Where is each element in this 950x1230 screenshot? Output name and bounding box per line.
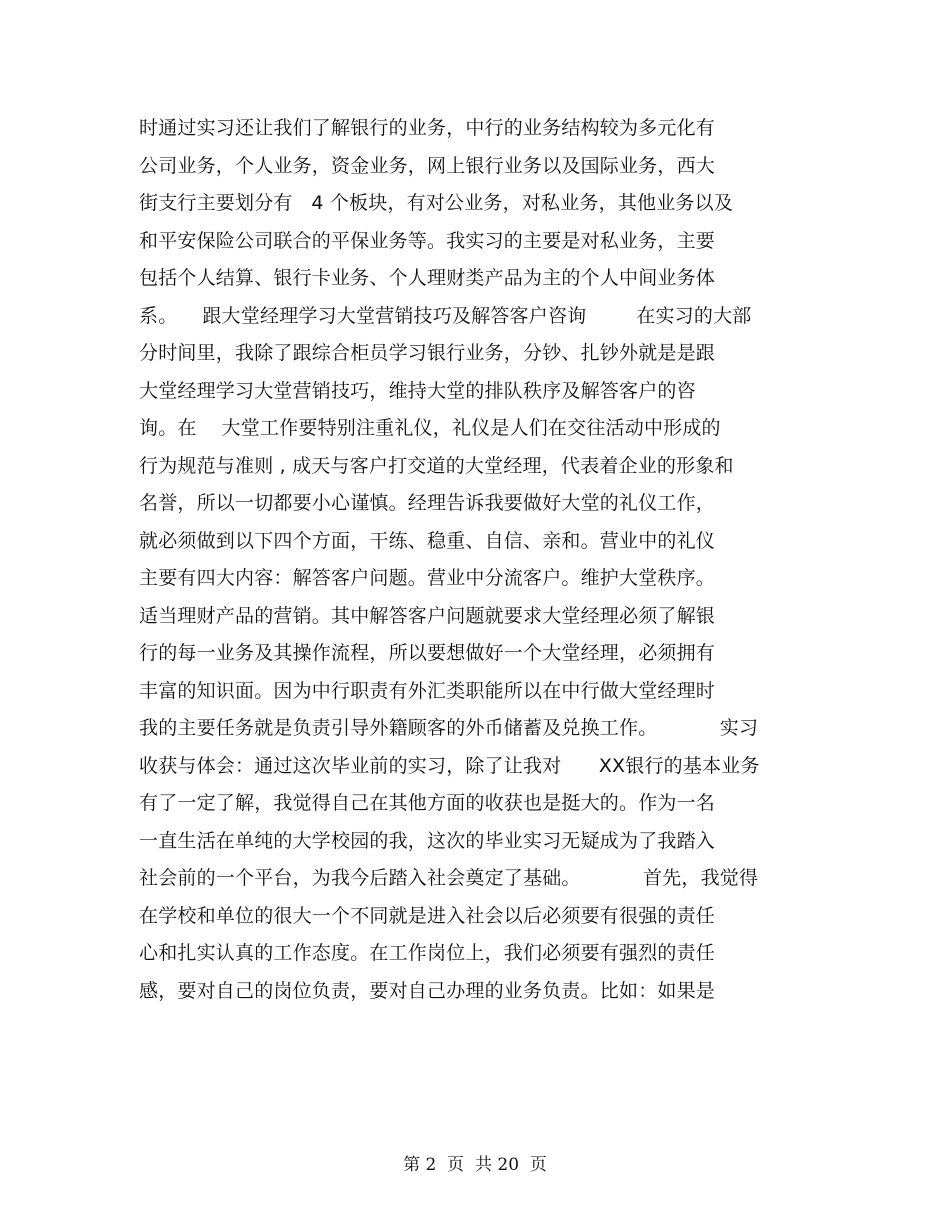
text-line: 街支行主要划分有 4 个板块，有对公业务，对私业务，其他业务以及 [139, 192, 734, 214]
text-line: 行的每一业务及其操作流程，所以要想做好一个大堂经理，必须拥有 [139, 642, 716, 664]
text-line: 系。 跟大堂经理学习大堂营销技巧及解答客户咨询 在实习的大部 [139, 304, 752, 327]
body-text [139, 110, 819, 1010]
text-line: 在学校和单位的很大一个不同就是进入社会以后必须要有很强的责任 [139, 904, 716, 927]
text-line: 询。在 大堂工作要特别注重礼仪，礼仪是人们在交往活动中形成的 [139, 417, 721, 439]
text-line: 收获与体会：通过这次毕业前的实习，除了让我对 XX银行的基本业务 [139, 754, 760, 777]
text-line: 就必须做到以下四个方面，干练、稳重、自信、亲和。营业中的礼仪 [139, 529, 716, 552]
text-line: 分时间里，我除了跟综合柜员学习银行业务，分钞、扎钞外就是是跟 [139, 342, 716, 364]
text-line: 我的主要任务就是负责引导外籍顾客的外币储蓄及兑换工作。 实习 [139, 717, 759, 739]
text-line: 适当理财产品的营销。其中解答客户问题就要求大堂经理必须了解银 [139, 604, 716, 627]
text-line: 公司业务，个人业务，资金业务，网上银行业务以及国际业务，西大 [139, 154, 716, 177]
text-line: 一直生活在单纯的大学校园的我，这次的毕业实习无疑成为了我踏入 [139, 829, 716, 852]
text-line: 行为规范与准则 , 成天与客户打交道的大堂经理，代表着企业的形象和 [139, 454, 734, 477]
text-line: 心和扎实认真的工作态度。在工作岗位上，我们必须要有强烈的责任 [139, 942, 716, 964]
text-line: 主要有四大内容：解答客户问题。营业中分流客户。维护大堂秩序。 [139, 567, 716, 589]
text-line: 和平安保险公司联合的平保业务等。我实习的主要是对私业务，主要 [139, 229, 716, 252]
page-number-footer: 第 2 页 共 20 页 [403, 1155, 547, 1175]
text-line: 包括个人结算、银行卡业务、个人理财类产品为主的个人中间业务体 [139, 267, 716, 289]
text-line: 名誉，所以一切都要小心谨慎。经理告诉我要做好大堂的礼仪工作， [139, 492, 716, 514]
text-line: 社会前的一个平台，为我今后踏入社会奠定了基础。 首先，我觉得 [139, 867, 759, 889]
text-line: 丰富的知识面。因为中行职责有外汇类职能所以在中行做大堂经理时 [139, 679, 716, 702]
text-line: 大堂经理学习大堂营销技巧，维持大堂的排队秩序及解答客户的咨 [139, 379, 696, 402]
text-line: 时通过实习还让我们了解银行的业务，中行的业务结构较为多元化有 [139, 117, 716, 139]
text-line: 有了一定了解，我觉得自己在其他方面的收获也是挺大的。作为一名 [139, 792, 716, 814]
text-line: 感，要对自己的岗位负责，要对自己办理的业务负责。比如：如果是 [139, 979, 716, 1002]
